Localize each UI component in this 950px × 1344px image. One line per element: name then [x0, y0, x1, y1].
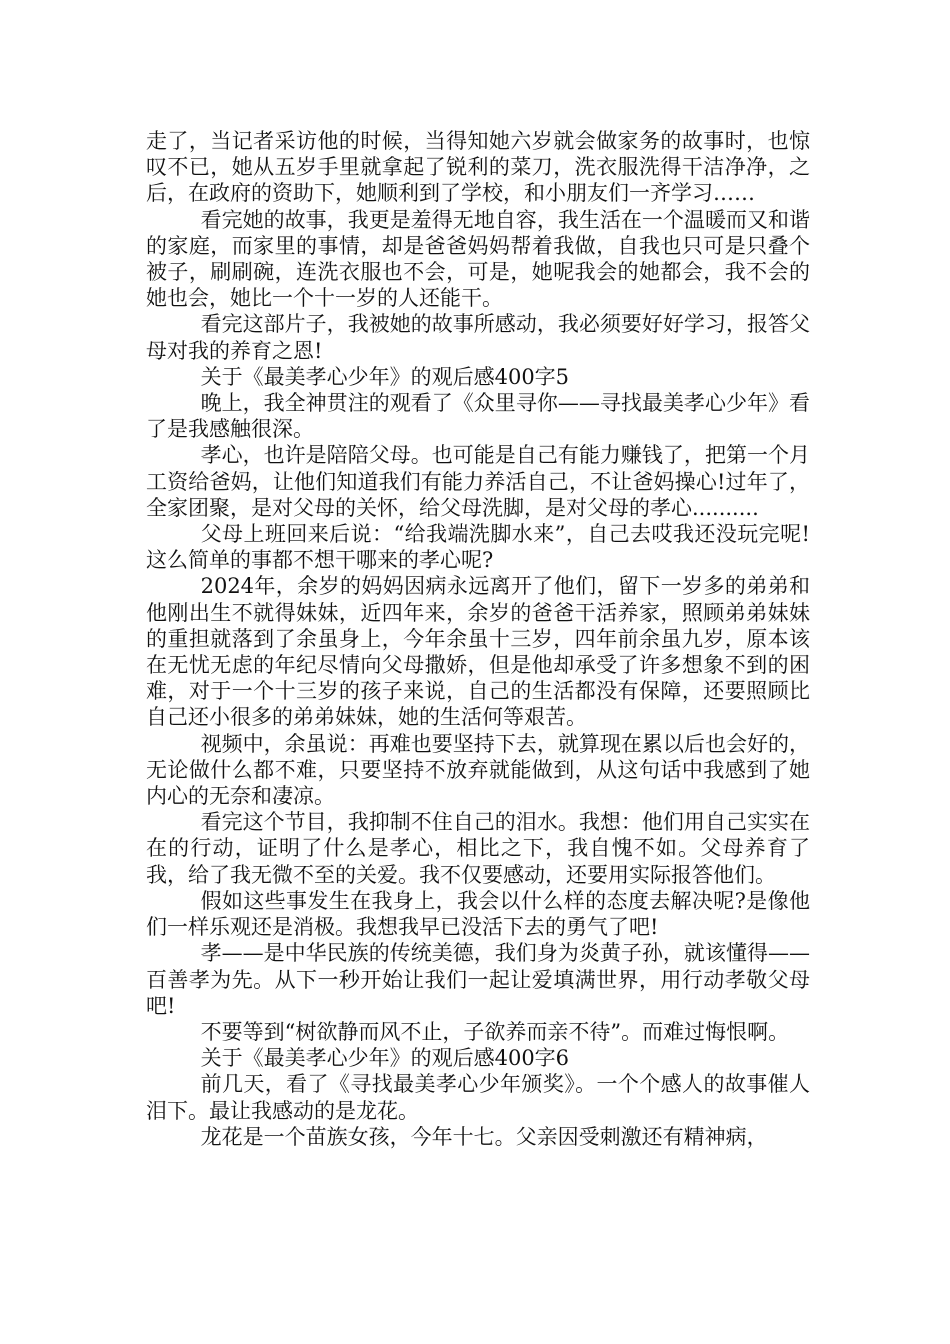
paragraph: 看完这部片子，我被她的故事所感动，我必须要好好学习，报答父母对我的养育之恩! [146, 312, 810, 363]
paragraph-continuation: 走了，当记者采访他的时候，当得知她六岁就会做家务的故事时，也惊叹不已，她从五岁手里就拿起了锐利的菜刀，洗衣服洗得干洁净净，之后，在政府的资助下，她顺利到了学校，和小朋友们一齐学习…… [146, 129, 810, 206]
paragraph: 2024年，余岁的妈妈因病永远离开了他们，留下一岁多的弟弟和他刚出生不就得妹妹，近四年来，余岁的爸爸干活养家，照顾弟弟妹妹的重担就落到了余虽身上，今年余虽十三岁，四年前余虽九岁，原本该在无忧无虑的年纪尽情向父母撒娇，但是他却承受了许多想象不到的困难，对于一个十三岁的孩子来说，自己的生活都没有保障，还要照顾比自己还小很多的弟弟妹妹，她的生活何等艰苦。 [146, 574, 810, 730]
paragraph: 看完她的故事，我更是羞得无地自容，我生活在一个温暖而又和谐的家庭，而家里的事情，却是爸爸妈妈帮着我做，自我也只可是只叠个被子，刷刷碗，连洗衣服也不会，可是，她呢我会的她都会，我不会的她也会，她比一个十一岁的人还能干。 [146, 207, 810, 311]
paragraph: 不要等到“树欲静而风不止，子欲养而亲不待”。而难过悔恨啊。 [200, 1019, 790, 1044]
paragraph: 看完这个节目，我抑制不住自己的泪水。我想：他们用自己实实在在的行动，证明了什么是孝心，相比之下，我自愧不如。父母养育了我，给了我无微不至的关爱。我不仅要感动，还要用实际报答他们。 [146, 810, 810, 887]
paragraph: 视频中，余虽说：再难也要坚持下去，就算现在累以后也会好的，无论做什么都不难，只要坚持不放弃就能做到，从这句话中我感到了她内心的无奈和凄凉。 [146, 731, 810, 809]
section-heading: 关于《最美孝心少年》的观后感400字5 [200, 364, 570, 389]
paragraph: 晚上，我全神贯注的观看了《众里寻你——寻找最美孝心少年》看了是我感触很深。 [146, 391, 810, 442]
paragraph: 假如这些事发生在我身上，我会以什么样的态度去解决呢?是像他们一样乐观还是消极。我想我早已没活下去的勇气了吧! [146, 888, 810, 940]
paragraph: 前几天，看了《寻找最美孝心少年颁奖》。一个个感人的故事催人泪下。最让我感动的是龙花。 [146, 1072, 810, 1123]
section-heading: 关于《最美孝心少年》的观后感400字6 [200, 1046, 570, 1071]
paragraph: 父母上班回来后说：“给我端洗脚水来”，自己去哎我还没玩完呢!这么简单的事都不想干哪来的孝心呢? [146, 522, 810, 573]
paragraph: 孝心，也许是陪陪父母。也可能是自己有能力赚钱了，把第一个月工资给爸妈，让他们知道我们有能力养活自己，不让爸妈操心!过年了，全家团聚，是对父母的关怀，给父母洗脚，是对父母的孝心.......... [146, 443, 810, 520]
document-body [146, 128, 810, 1150]
paragraph: 龙花是一个苗族女孩，今年十七。父亲因受刺激还有精神病， [200, 1124, 768, 1149]
paragraph: 孝——是中华民族的传统美德，我们身为炎黄子孙，就该懂得——百善孝为先。从下一秒开始让我们一起让爱填满世界，用行动孝敬父母吧! [146, 941, 810, 1018]
